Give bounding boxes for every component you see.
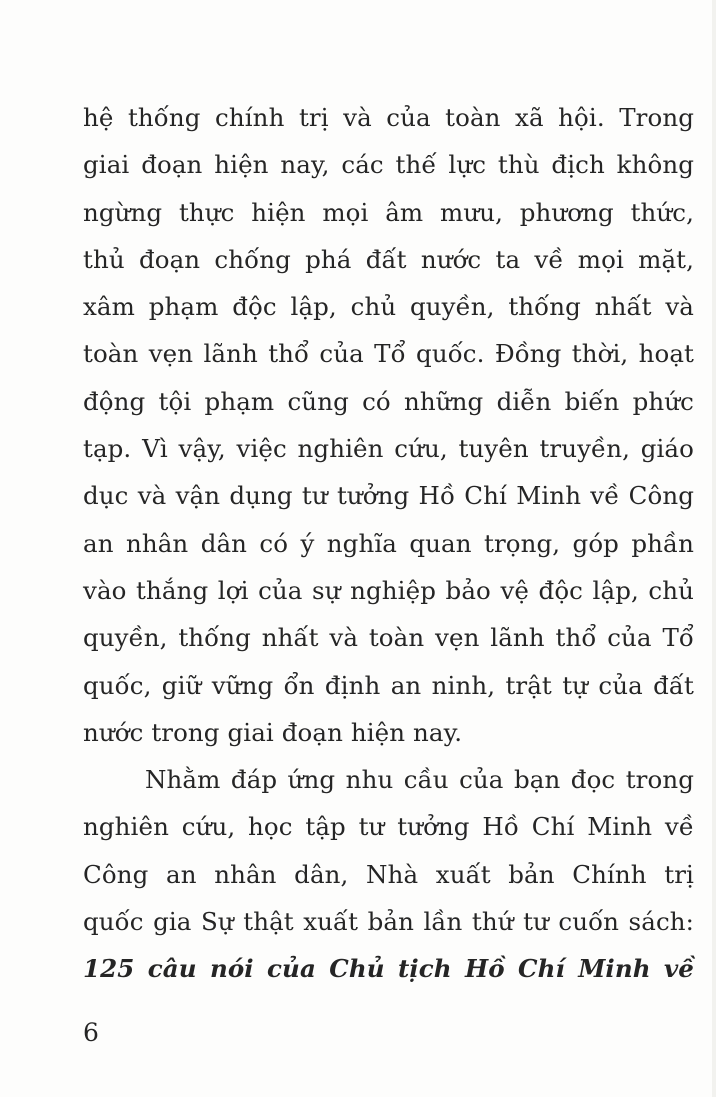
text-line: quyền, thống nhất và toàn vẹn lãnh thổ của Tổ <box>83 623 694 653</box>
body-text <box>83 94 694 993</box>
page-number: 6 <box>83 1018 99 1047</box>
book-title-line: 125 câu nói của Chủ tịch Hồ Chí Minh về <box>83 954 694 984</box>
page-edge <box>712 0 716 1097</box>
text-line: toàn vẹn lãnh thổ của Tổ quốc. Đồng thời, hoạt <box>83 339 694 369</box>
paragraph-2 <box>83 756 694 992</box>
text-line: tạp. Vì vậy, việc nghiên cứu, tuyên truyền, giáo <box>83 434 694 464</box>
text-line: Nhằm đáp ứng nhu cầu của bạn đọc trong <box>145 765 694 795</box>
text-line: Công an nhân dân, Nhà xuất bản Chính trị <box>83 859 694 889</box>
text-line: động tội phạm cũng có những diễn biến phức <box>83 386 694 416</box>
text-line: nước trong giai đoạn hiện nay. <box>83 717 463 747</box>
text-line: ngừng thực hiện mọi âm mưu, phương thức, <box>83 197 694 227</box>
text-line: thủ đoạn chống phá đất nước ta về mọi mặt, <box>83 244 694 274</box>
text-line: nghiên cứu, học tập tư tưởng Hồ Chí Minh về <box>83 812 694 842</box>
text-line: giai đoạn hiện nay, các thế lực thù địch không <box>83 150 694 180</box>
text-line: vào thắng lợi của sự nghiệp bảo vệ độc lập, chủ <box>83 575 694 605</box>
text-line: xâm phạm độc lập, chủ quyền, thống nhất và <box>83 292 694 322</box>
text-line: an nhân dân có ý nghĩa quan trọng, góp phần <box>83 528 694 558</box>
text-line: quốc, giữ vững ổn định an ninh, trật tự của đất <box>83 670 694 700</box>
text-line: dục và vận dụng tư tưởng Hồ Chí Minh về Công <box>83 481 694 511</box>
paragraph-1 <box>83 94 694 756</box>
text-line: hệ thống chính trị và của toàn xã hội. Trong <box>83 103 694 132</box>
text-line: quốc gia Sự thật xuất bản lần thứ tư cuốn sách: <box>83 907 694 937</box>
